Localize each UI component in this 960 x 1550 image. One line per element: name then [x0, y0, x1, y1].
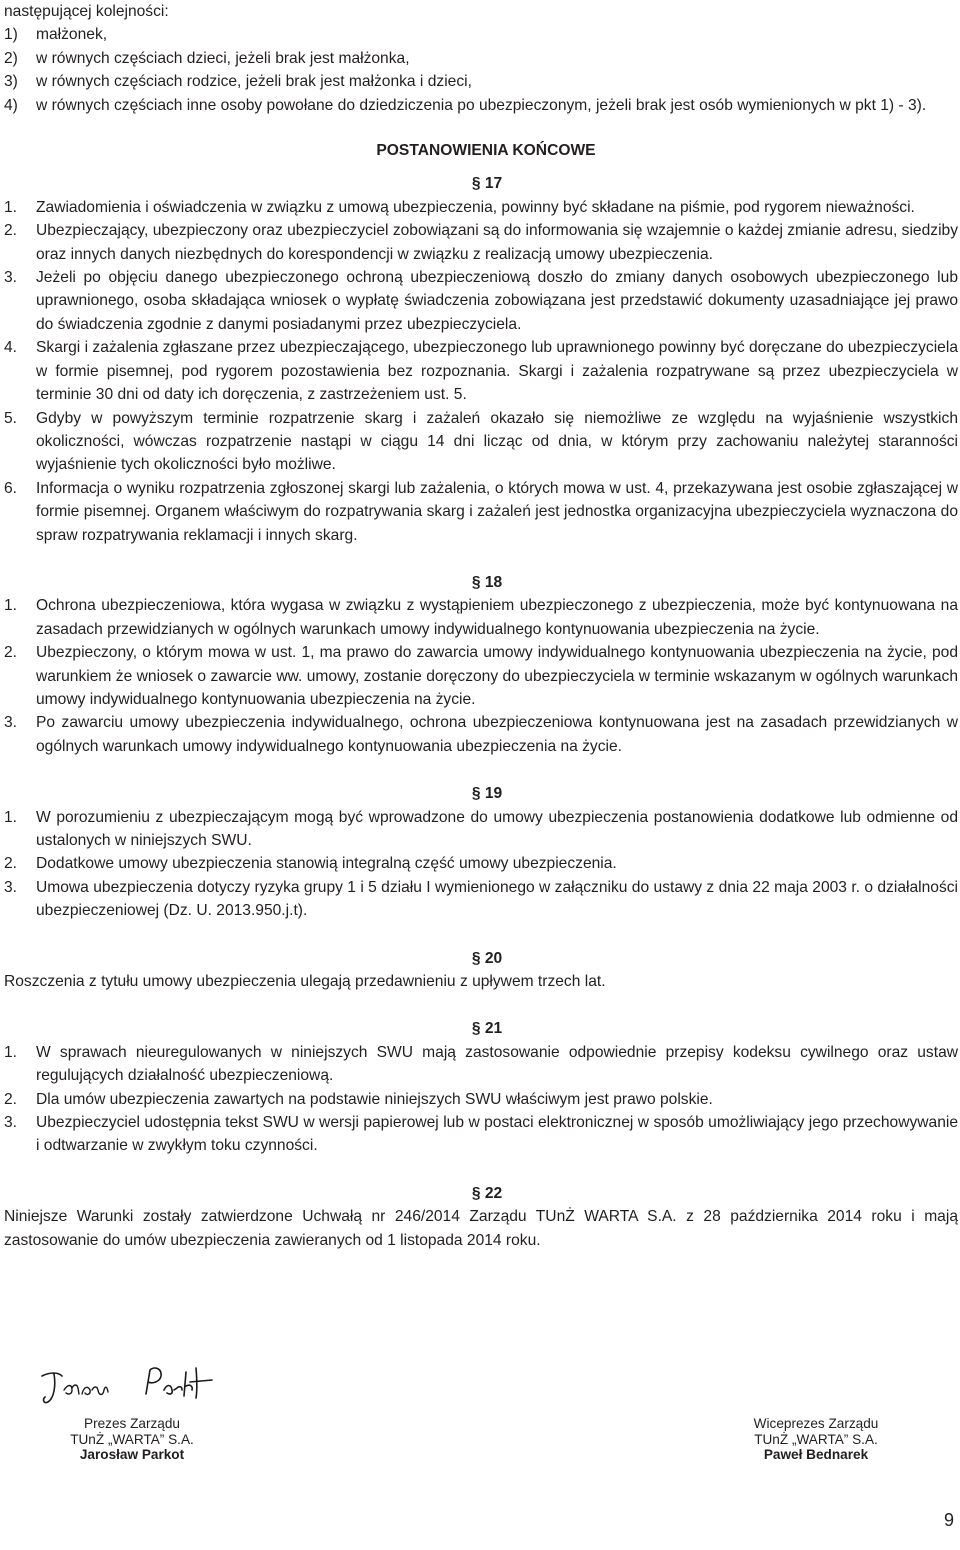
section-heading-17: § 17: [471, 175, 503, 193]
section-22-text: Niniejsze Warunki zostały zatwierdzone Uchwałą nr 246/2014 Zarządu TUnŻ WARTA S.A. z 28 października 2014 roku i mają zastosowanie do umów ubezpieczenia zawieranych od 1 listopada 2014 roku.: [4, 1208, 958, 1249]
item-text: małżonek,: [36, 26, 108, 44]
item-number: 4): [4, 96, 18, 114]
section-19-list: [4, 806, 958, 923]
list-item: [4, 876, 958, 923]
list-item: [4, 47, 958, 70]
spacer: [4, 993, 958, 1017]
section-20-text: Roszczenia z tytułu umowy ubezpieczenia ulegają przedawnieniu z upływem trzech lat.: [4, 973, 606, 991]
item-number: 2.: [4, 855, 18, 873]
item-number: 1.: [4, 808, 18, 826]
list-item: [4, 219, 958, 266]
signature-company: TUnŻ „WARTA” S.A.: [70, 1431, 194, 1447]
list-item: [4, 1041, 958, 1088]
section-heading-21: § 21: [471, 1020, 503, 1038]
item-text: Gdyby w powyższym terminie rozpatrzenie skarg i zażaleń okazało się niemożliwe ze względu na wyjaśnienie wszystkich okoliczności, wówczas rozpatrzenie nastąpi w ciągu 14 dni licząc od dnia, w którym przy zachowaniu należytej staranności wyjaśnienie tych okoliczności było możliwe.: [36, 409, 958, 474]
item-number: 3): [4, 73, 18, 91]
item-text: Po zawarciu umowy ubezpieczenia indywidualnego, ochrona ubezpieczeniowa kontynuowana jest na zasadach przewidzianych w ogólnych warunkach umowy indywidualnego kontynuowania ubezpieczenia na życie.: [36, 714, 958, 755]
list-item: [4, 1088, 958, 1111]
item-text: Informacja o wyniku rozpatrzenia zgłoszonej skargi lub zażalenia, o których mowa w ust. 4, przekazywana jest osobie zgłaszającej w formie pisemnej. Organem właściwym do rozpatrywania skarg i zażaleń jest jednostka organizacyjna ubezpieczyciela wyznaczona do spraw rozpatrywania reklamacji i innych skarg.: [36, 479, 958, 544]
item-text: Ochrona ubezpieczeniowa, która wygasa w związku z wystąpieniem ubezpieczonego z ubezpieczenia, może być kontynuowana na zasadach przewidzianych w ogólnych warunkach umowy indywidualnego kontynuowania ubezpieczenia na życie.: [36, 597, 958, 638]
section-heading-18: § 18: [471, 573, 503, 591]
item-text: W porozumieniu z ubezpieczającym mogą być wprowadzone do umowy ubezpieczenia postanowienia dodatkowe lub odmienne od ustalonych w niniejszych SWU.: [36, 808, 958, 849]
section-heading-20: § 20: [471, 949, 503, 967]
item-number: 3.: [4, 1114, 18, 1132]
section-17-list: [4, 196, 958, 547]
item-number: 4.: [4, 339, 18, 357]
item-number: 2.: [4, 222, 18, 240]
item-number: 2.: [4, 1090, 18, 1108]
item-number: 2): [4, 49, 18, 67]
spacer: [4, 758, 958, 782]
signature-name: Paweł Bednarek: [763, 1447, 869, 1463]
section-21-list: [4, 1041, 958, 1158]
list-item: [4, 70, 958, 93]
item-number: 1.: [4, 198, 18, 216]
signature-left: [52, 1416, 212, 1463]
section-title: POSTANOWIENIA KOŃCOWE: [376, 142, 596, 160]
list-item: [4, 852, 958, 875]
list-item: [4, 594, 958, 641]
signature-role: Wiceprezes Zarządu: [753, 1416, 879, 1431]
handwritten-signature: [36, 1360, 236, 1408]
section-heading-22: § 22: [471, 1184, 503, 1202]
list-item: [4, 641, 958, 711]
item-number: 2.: [4, 644, 18, 662]
section-18-list: [4, 594, 958, 758]
item-text: Ubezpieczający, ubezpieczony oraz ubezpieczyciel zobowiązani są do informowania się wzajemnie o każdej zmianie adresu, siedziby oraz innych danych niezbędnych do korespondencji w związku z realizacją umowy ubezpieczenia.: [36, 222, 958, 263]
item-text: w równych częściach inne osoby powołane do dziedziczenia po ubezpieczonym, jeżeli brak jest osób wymienionych w pkt 1) - 3).: [36, 96, 927, 114]
item-text: Zawiadomienia i oświadczenia w związku z umową ubezpieczenia, powinny być składane na piśmie, pod rygorem nieważności.: [36, 198, 915, 216]
item-text: Dodatkowe umowy ubezpieczenia stanowią integralną część umowy ubezpieczenia.: [36, 855, 617, 873]
item-number: 6.: [4, 479, 18, 497]
item-number: 1.: [4, 1043, 18, 1061]
list-item: [4, 806, 958, 853]
list-item: [4, 1111, 958, 1158]
spacer: [4, 1158, 958, 1182]
spacer: [4, 923, 958, 947]
section-heading-19: § 19: [471, 785, 503, 803]
item-text: Ubezpieczyciel udostępnia tekst SWU w wersji papierowej lub w postaci elektronicznej w sposób umożliwiający jego przechowywanie i odtwarzanie w zwykłym toku czynności.: [36, 1114, 958, 1155]
list-item: [4, 336, 958, 406]
item-number: 3.: [4, 878, 18, 896]
item-text: Dla umów ubezpieczenia zawartych na podstawie niniejszych SWU właściwym jest prawo polskie.: [36, 1090, 713, 1108]
item-number: 3.: [4, 714, 18, 732]
list-item: [4, 23, 958, 46]
item-text: Umowa ubezpieczenia dotyczy ryzyka grupy 1 i 5 działu I wymienionego w załączniku do ustawy z dnia 22 maja 2003 r. o działalności ubezpieczeniowej (Dz. U. 2013.950.j.t).: [36, 878, 958, 920]
signature-role: Prezes Zarządu: [84, 1416, 180, 1431]
item-text: Skargi i zażalenia zgłaszane przez ubezpieczającego, ubezpieczonego lub uprawnionego powinny być doręczane do ubezpieczyciela w formie pisemnej, pod rygorem pozostawienia bez rozpoznania. Skargi i zażalenia rozpatrywane są przez ubezpieczyciela w terminie 30 dni od daty ich doręczenia, z zastrzeżeniem ust. 5.: [36, 339, 958, 404]
item-number: 5.: [4, 409, 18, 427]
item-number: 1.: [4, 597, 18, 615]
item-text: Jeżeli po objęciu danego ubezpieczonego ochroną ubezpieczeniową doszło do zmiany danych osobowych ubezpieczonego lub uprawnionego, osoba składająca wniosek o wypłatę świadczenia zobowiązana jest przedstawić dokumenty uzasadniające jej prawo do świadczenia zgodnie z danymi posiadanymi przez ubezpieczyciela.: [36, 269, 958, 333]
signature-right: [736, 1416, 896, 1463]
list-item: [4, 94, 958, 117]
page-number: 9: [943, 1510, 954, 1530]
item-number: 3.: [4, 269, 18, 287]
signature-name: Jarosław Parkot: [79, 1447, 185, 1463]
item-text: W sprawach nieuregulowanych w niniejszych SWU mają zastosowanie odpowiednie przepisy kodeksu cywilnego oraz ustaw regulujących działalność ubezpieczeniową.: [36, 1043, 958, 1085]
list-item: [4, 407, 958, 477]
signature-company: TUnŻ „WARTA” S.A.: [754, 1431, 878, 1447]
signatures: [0, 1360, 960, 1470]
list-item: [4, 477, 958, 547]
list-item: [4, 196, 958, 219]
item-text: Ubezpieczony, o którym mowa w ust. 1, ma prawo do zawarcia umowy indywidualnego kontynuowania ubezpieczenia na życie, pod warunkiem że wniosek o zawarcie ww. umowy, zostanie doręczony do ubezpieczyciela w terminie wskazanym w ogólnych warunkach umowy indywidualnego kontynuowania ubezpieczenia na życie.: [36, 644, 958, 708]
list-item: [4, 266, 958, 336]
item-text: w równych częściach dzieci, jeżeli brak jest małżonka,: [36, 49, 410, 67]
item-number: 1): [4, 26, 18, 44]
document-body: [4, 0, 958, 1252]
beneficiary-list: [4, 23, 958, 117]
list-item: [4, 711, 958, 758]
item-text: w równych częściach rodzice, jeżeli brak jest małżonka i dzieci,: [36, 73, 472, 91]
intro-text: następującej kolejności:: [4, 3, 169, 20]
spacer: [4, 547, 958, 571]
